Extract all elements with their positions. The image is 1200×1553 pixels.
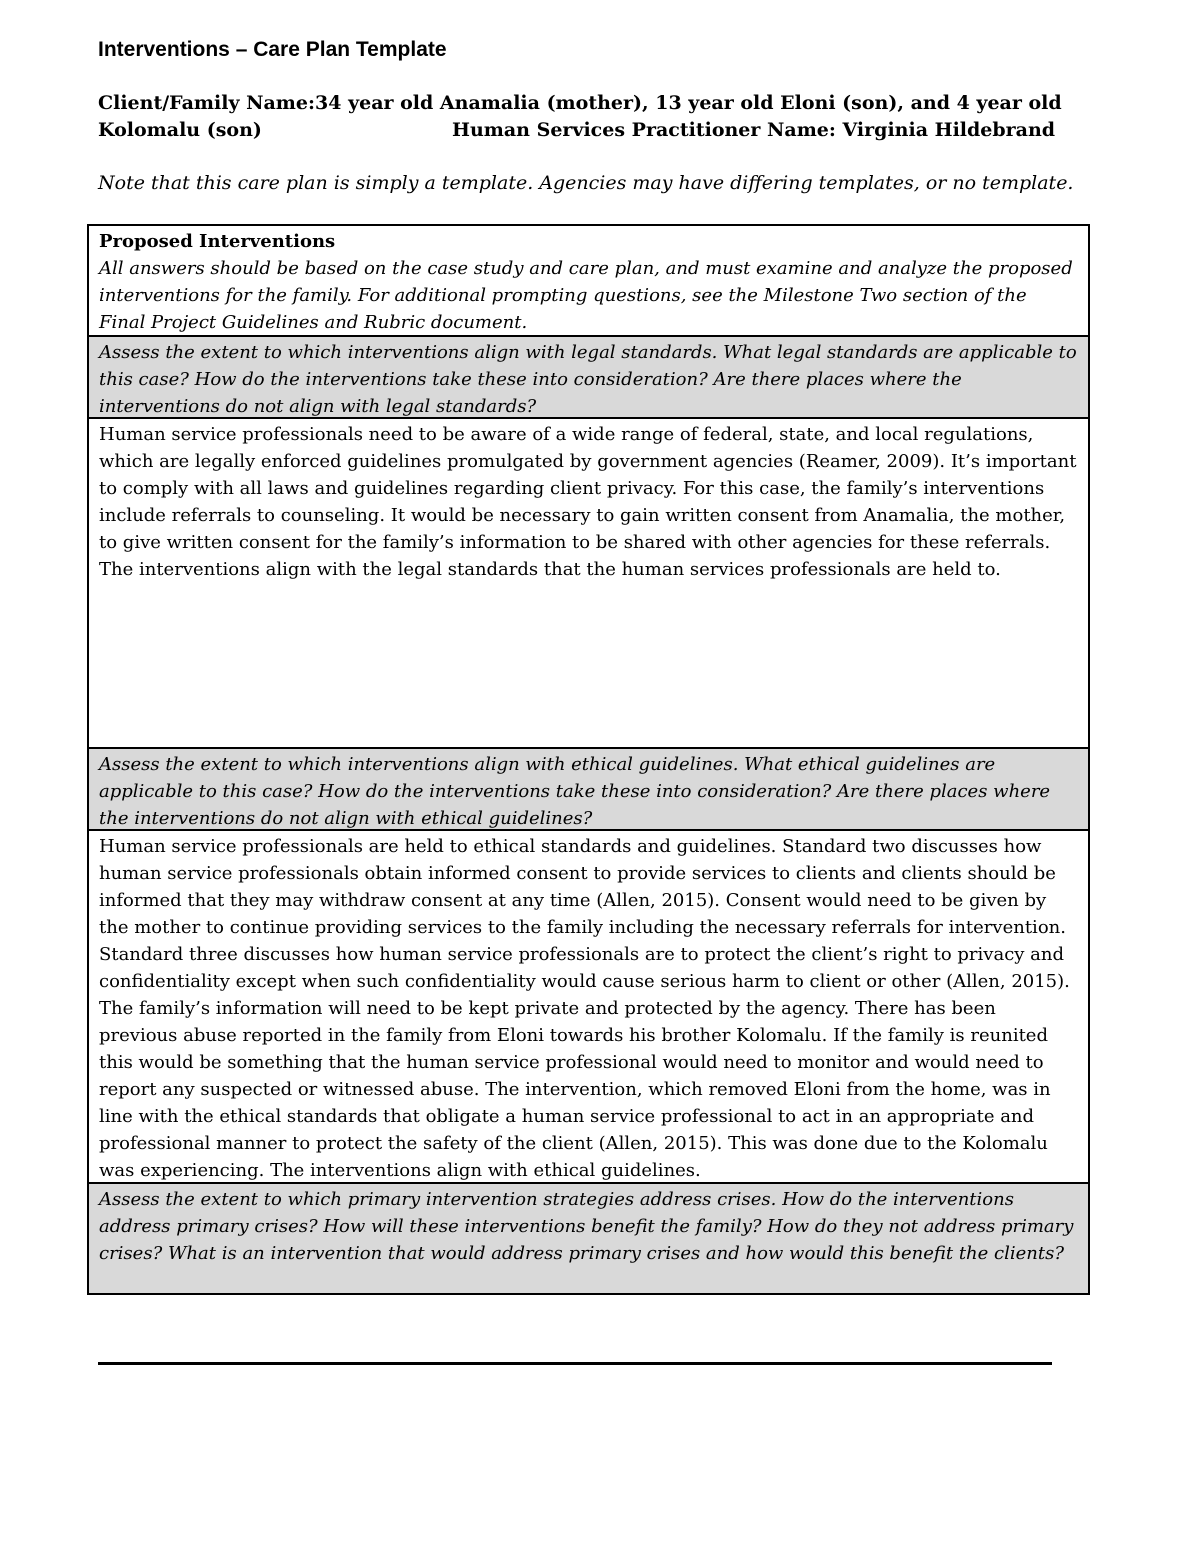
client-family-name-continued: Kolomalu (son) <box>98 119 262 141</box>
practitioner-name: Human Services Practitioner Name: Virginia Hildebrand <box>452 119 1056 141</box>
proposed-interventions-cell <box>89 226 1088 337</box>
client-info-block <box>98 90 1088 144</box>
legal-standards-answer: Human service professionals need to be aware of a wide range of federal, state, and local regulations, which are legally enforced guidelines promulgated by government agencies (Reamer, 2009). It’s important to comply with all laws and guidelines regarding client privacy. For this case, the family’s interventions include referrals to counseling. It would be necessary to gain written consent from Anamalia, the mother, to give written consent for the family’s information to be shared with other agencies for these referrals. The interventions align with the legal standards that the human services professionals are held to. <box>89 419 1088 749</box>
template-note: Note that this care plan is simply a template. Agencies may have differing templates, or no template. <box>98 172 1074 194</box>
care-plan-table <box>87 224 1090 1295</box>
primary-crises-prompt: Assess the extent to which primary intervention strategies address crises. How do the interventions address primary crises? How will these interventions benefit the family? How do they not address primary crises? What is an intervention that would address primary crises and how would this benefit the clients? <box>89 1184 1088 1293</box>
client-family-name: Client/Family Name:34 year old Anamalia (mother), 13 year old Eloni (son), and 4 year old <box>98 92 1062 114</box>
proposed-interventions-heading: Proposed Interventions <box>99 231 336 252</box>
footer-rule <box>98 1362 1052 1365</box>
ethical-guidelines-answer: Human service professionals are held to ethical standards and guidelines. Standard two discusses how human service professionals obtain informed consent to provide services to clients and clients should be informed that they may withdraw consent at any time (Allen, 2015). Consent would need to be given by the mother to continue providing services to the family including the necessary referrals for intervention. Standard three discusses how human service professionals are to protect the client’s right to privacy and confidentiality except when such confidentiality would cause serious harm to client or other (Allen, 2015). The family’s information will need to be kept private and protected by the agency. There has been previous abuse reported in the family from Eloni towards his brother Kolomalu. If the family is reunited this would be something that the human service professional would need to monitor and would need to report any suspected or witnessed abuse. The intervention, which removed Eloni from the home, was in line with the ethical standards that obligate a human service professional to act in an appropriate and professional manner to protect the safety of the client (Allen, 2015). This was done due to the Kolomalu was experiencing. The interventions align with ethical guidelines. <box>89 831 1088 1184</box>
document-title: Interventions – Care Plan Template <box>98 38 447 61</box>
proposed-interventions-instructions: All answers should be based on the case study and care plan, and must examine and analyze the proposed interventions for the family. For additional prompting questions, see the Milestone Two section of the Final Project Guidelines and Rubric document. <box>99 258 1073 333</box>
ethical-guidelines-prompt: Assess the extent to which interventions align with ethical guidelines. What ethical guidelines are applicable to this case? How do the interventions take these into consideration? Are there places where the interventions do not align with ethical guidelines? <box>89 749 1088 831</box>
legal-standards-prompt: Assess the extent to which interventions align with legal standards. What legal standards are applicable to this case? How do the interventions take these into consideration? Are there places where the interventions do not align with legal standards? <box>89 337 1088 419</box>
